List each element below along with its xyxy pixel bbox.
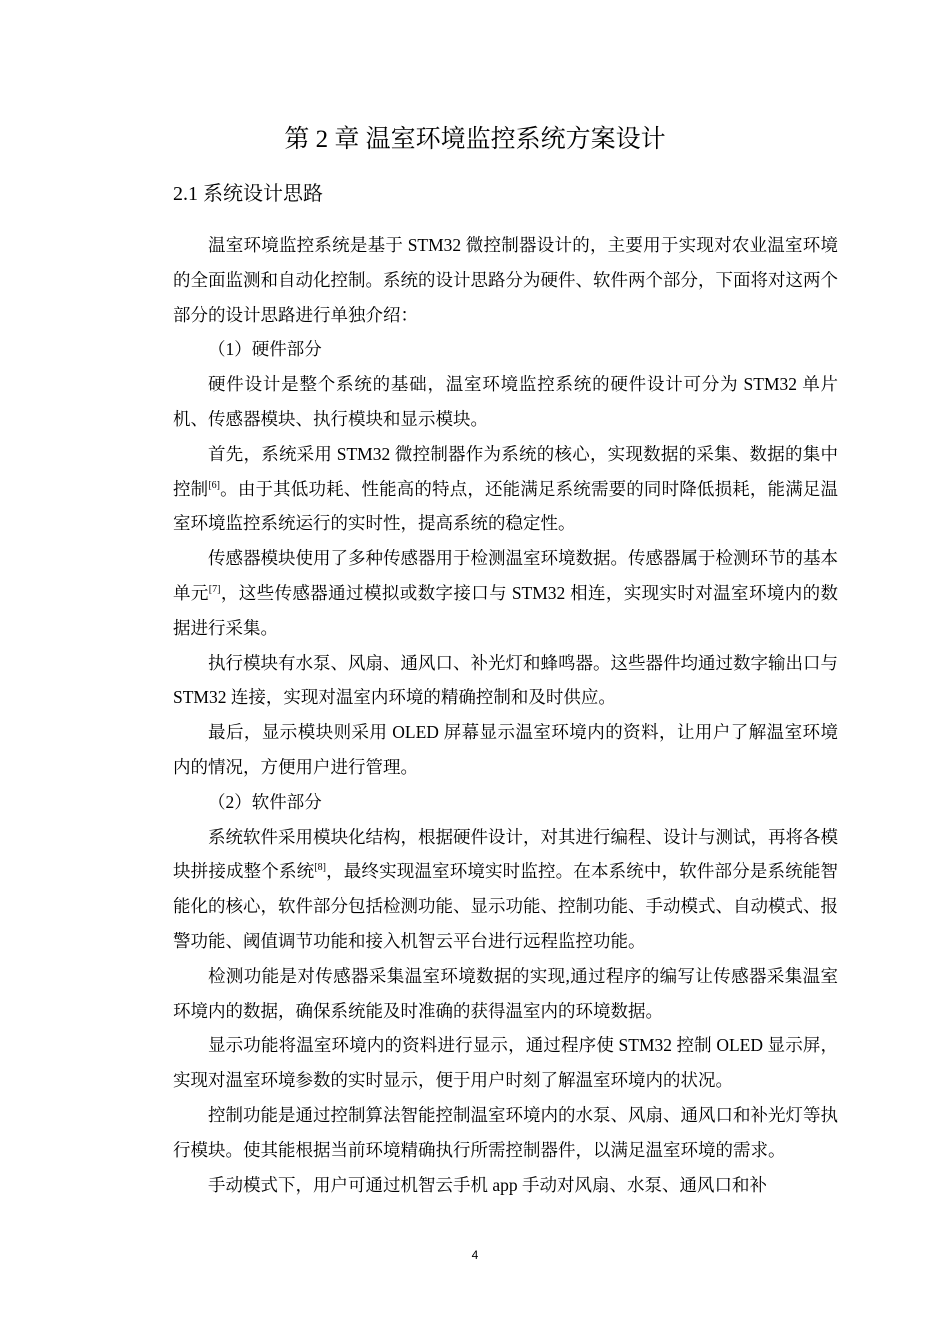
citation-marker: [7] xyxy=(208,583,221,595)
citation-marker: [6] xyxy=(208,479,220,491)
paragraph-mcu: 首先，系统采用 STM32 微控制器作为系统的核心，实现数据的采集、数据的集中控制[6]。由于其低功耗、性能高的特点，还能满足系统需要的同时降低损耗，能满足温室环境监控系统运行的实时性，提高系统的稳定性。 xyxy=(173,443,839,534)
citation-marker: [8] xyxy=(314,862,326,874)
paragraph-manual-mode: 手动模式下，用户可通过机智云手机 app 手动对风扇、水泵、通风口和补 xyxy=(208,1174,768,1195)
page-number: 4 xyxy=(471,1248,479,1262)
subheading-software: （2）软件部分 xyxy=(208,791,322,812)
paragraph-actuator: 执行模块有水泵、风扇、通风口、补光灯和蜂鸣器。这些器件均通过数字输出口与 STM32 连接，实现对温室内环境的精确控制和及时供应。 xyxy=(173,652,838,708)
paragraph-software-overview: 系统软件采用模块化结构，根据硬件设计，对其进行编程、设计与测试，再将各模块拼接成整个系统[8]，最终实现温室环境实时监控。在本系统中，软件部分是系统能智能化的核心，软件部分包括检测功能、显示功能、控制功能、手动模式、自动模式、报警功能、阈值调节功能和接入机智云平台进行远程监控功能。 xyxy=(173,826,839,951)
paragraph-control-function: 控制功能是通过控制算法智能控制温室环境内的水泵、风扇、通风口和补光灯等执行模块。使其能根据当前环境精确执行所需控制器件，以满足温室环境的需求。 xyxy=(173,1104,838,1160)
chapter-title: 第 2 章 温室环境监控系统方案设计 xyxy=(284,126,666,153)
paragraph-display-function: 显示功能将温室环境内的资料进行显示，通过程序使 STM32 控制 OLED 显示屏，实现对温室环境参数的实时显示，便于用户时刻了解温室环境内的状况。 xyxy=(173,1035,838,1091)
paragraph-intro: 温室环境监控系统是基于 STM32 微控制器设计的，主要用于实现对农业温室环境的全面监测和自动化控制。系统的设计思路分为硬件、软件两个部分，下面将对这两个部分的设计思路进行单独介绍： xyxy=(173,235,838,325)
paragraph-hardware-overview: 硬件设计是整个系统的基础，温室环境监控系统的硬件设计可分为 STM32 单片机、传感器模块、执行模块和显示模块。 xyxy=(173,374,838,429)
body-text xyxy=(173,228,838,1202)
paragraph-detection: 检测功能是对传感器采集温室环境数据的实现,通过程序的编写让传感器采集温室环境内的数据，确保系统能及时准确的获得温室内的环境数据。 xyxy=(173,965,838,1021)
paragraph-display: 最后，显示模块则采用 OLED 屏幕显示温室环境内的资料，让用户了解温室环境内的情况，方便用户进行管理。 xyxy=(173,722,838,777)
section-title: 2.1 系统设计思路 xyxy=(173,183,323,205)
paragraph-sensor: 传感器模块使用了多种传感器用于检测温室环境数据。传感器属于检测环节的基本单元[7]，这些传感器通过模拟或数字接口与 STM32 相连，实现实时对温室环境内的数据进行采集。 xyxy=(173,548,839,638)
subheading-hardware: （1）硬件部分 xyxy=(208,339,322,360)
